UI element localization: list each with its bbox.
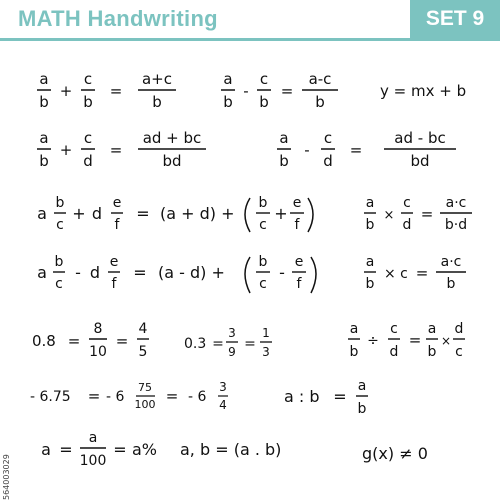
numerator: a: [427, 321, 437, 337]
denominator: f: [294, 217, 300, 233]
denominator: f: [296, 276, 302, 292]
denominator: bd: [162, 152, 182, 170]
operator: +: [59, 141, 73, 159]
formula-function-not-zero: g(x) ≠ 0: [362, 444, 428, 463]
denominator: 3: [262, 345, 270, 359]
numerator: c: [403, 195, 411, 211]
formula-percent: [41, 430, 157, 469]
denominator: d: [402, 217, 412, 233]
stock-id-text: 564003029: [2, 454, 11, 500]
equals-sign: =: [133, 263, 147, 282]
numerator: b: [258, 254, 268, 270]
decimal-value: - 6.75: [30, 389, 71, 405]
equals-sign: =: [244, 336, 256, 352]
whole-part: a: [37, 204, 47, 223]
operator: +: [274, 204, 288, 223]
numerator: e: [294, 254, 304, 270]
numerator: c: [83, 70, 93, 88]
numerator: a: [365, 195, 375, 211]
numerator: a·c: [440, 254, 462, 270]
equals-sign: =: [349, 141, 363, 159]
denominator: b: [349, 344, 359, 360]
ratio: a : b: [284, 387, 320, 406]
equals-sign: =: [87, 387, 101, 405]
denominator: 9: [228, 345, 236, 359]
open-paren: [245, 198, 250, 232]
numerator: a·c: [445, 195, 467, 211]
denominator: 10: [89, 344, 107, 360]
formula-fraction-times-whole: [364, 254, 466, 292]
formula-negative-decimal-to-mixed: [30, 380, 228, 412]
operator: +: [72, 204, 86, 223]
denominator: d: [323, 152, 333, 170]
operator: -: [304, 141, 310, 159]
formula-ratio: [284, 378, 368, 417]
numerator: 75: [138, 381, 152, 394]
denominator: d: [389, 344, 399, 360]
open-paren: [245, 257, 250, 293]
operator: ÷: [367, 333, 379, 349]
denominator: b: [152, 93, 162, 111]
whole-part: - 6: [106, 389, 125, 405]
equals-sign: =: [415, 264, 429, 282]
page-title: MATH Handwriting: [18, 6, 218, 31]
numerator: c: [323, 129, 333, 147]
equals-sign: =: [408, 331, 422, 349]
numerator: a: [88, 430, 98, 446]
formula-decimal-to-fraction-2: [184, 326, 272, 359]
equals-sign: =: [59, 440, 73, 459]
denominator: c: [56, 217, 64, 233]
operator: -: [279, 263, 285, 282]
close-paren: [311, 257, 316, 293]
denominator: bd: [410, 152, 430, 170]
grouped-difference: (a - d) +: [158, 263, 225, 282]
numerator: e: [292, 195, 302, 211]
operator: ×: [383, 208, 395, 223]
numerator: d: [454, 321, 464, 337]
denominator: 100: [79, 453, 107, 469]
numerator: c: [259, 70, 269, 88]
close-paren: [308, 198, 313, 232]
denominator: f: [114, 217, 120, 233]
equals-sign: =: [165, 387, 179, 405]
formula-pair-product: a, b = (a . b): [180, 440, 282, 459]
set-label: SET 9: [425, 7, 485, 30]
whole-part: d: [91, 204, 103, 223]
numerator: 4: [138, 321, 148, 337]
formula-fraction-addition-same-denominator: [37, 70, 176, 111]
decimal-value: 0.3: [184, 336, 207, 352]
numerator: a: [357, 378, 367, 394]
numerator: e: [112, 195, 122, 211]
formula-fraction-subtraction-same-denominator: [221, 70, 338, 111]
numerator: e: [109, 254, 119, 270]
numerator: a: [39, 70, 49, 88]
side-id-strip: [1, 388, 11, 500]
denominator: b: [315, 93, 325, 111]
denominator: d: [83, 152, 93, 170]
denominator: c: [455, 344, 463, 360]
equals-sign: =: [67, 332, 81, 350]
numerator: c: [390, 321, 398, 337]
percent-value: a%: [132, 440, 158, 459]
equals-sign: =: [115, 332, 129, 350]
numerator: a+c: [141, 70, 173, 88]
operator: ×: [440, 334, 452, 348]
denominator: 5: [138, 344, 148, 360]
denominator: c: [259, 217, 267, 233]
formula-mixed-number-subtraction: [37, 254, 316, 293]
denominator: b: [83, 93, 93, 111]
numerator: a: [39, 129, 49, 147]
numerator: b: [55, 195, 65, 211]
denominator: f: [111, 276, 117, 292]
operator: × c: [384, 266, 408, 282]
equals-sign: =: [113, 440, 127, 459]
denominator: b: [279, 152, 289, 170]
numerator: a: [279, 129, 289, 147]
operator: -: [243, 82, 249, 100]
denominator: b: [446, 276, 456, 292]
denominator: b: [427, 344, 437, 360]
denominator: c: [55, 276, 63, 292]
denominator: b: [365, 217, 375, 233]
variable: a: [41, 440, 51, 459]
decimal-value: 0.8: [32, 332, 56, 350]
denominator: b: [357, 401, 367, 417]
numerator: 8: [93, 321, 103, 337]
denominator: b: [39, 152, 49, 170]
numerator: ad - bc: [394, 129, 446, 147]
denominator: c: [259, 276, 267, 292]
numerator: 1: [262, 326, 270, 340]
denominator: 4: [219, 398, 227, 412]
whole-part: - 6: [188, 389, 207, 405]
operator: +: [59, 82, 73, 100]
formula-decimal-to-fraction: [32, 321, 149, 360]
denominator: b: [365, 276, 375, 292]
numerator: ad + bc: [142, 129, 202, 147]
numerator: b: [258, 195, 268, 211]
equals-sign: =: [109, 82, 123, 100]
formula-fraction-multiplication: [364, 195, 472, 233]
equals-sign: =: [136, 204, 150, 223]
equals-sign: =: [420, 205, 434, 223]
equals-sign: =: [212, 336, 224, 352]
numerator: a: [223, 70, 233, 88]
numerator: 3: [228, 326, 236, 340]
whole-part: a: [37, 263, 47, 282]
whole-part: d: [89, 263, 101, 282]
numerator: a: [349, 321, 359, 337]
formula-slope-intercept: y = mx + b: [380, 82, 467, 100]
denominator: b: [223, 93, 233, 111]
denominator: 100: [134, 398, 156, 411]
formula-fraction-subtraction-different-denominator: [277, 129, 456, 170]
equals-sign: =: [333, 387, 347, 406]
formula-fraction-addition-different-denominator: [37, 129, 206, 170]
equals-sign: =: [280, 82, 294, 100]
numerator: c: [83, 129, 93, 147]
numerator: a: [365, 254, 375, 270]
denominator: b: [259, 93, 269, 111]
grouped-sum: (a + d) +: [160, 204, 235, 223]
numerator: 3: [219, 380, 227, 394]
numerator: a-c: [308, 70, 332, 88]
equals-sign: =: [109, 141, 123, 159]
denominator: b: [39, 93, 49, 111]
operator: -: [75, 263, 81, 282]
formula-fraction-division: [348, 321, 465, 360]
numerator: b: [54, 254, 64, 270]
formula-mixed-number-addition: [37, 195, 313, 233]
denominator: b·d: [444, 217, 468, 233]
